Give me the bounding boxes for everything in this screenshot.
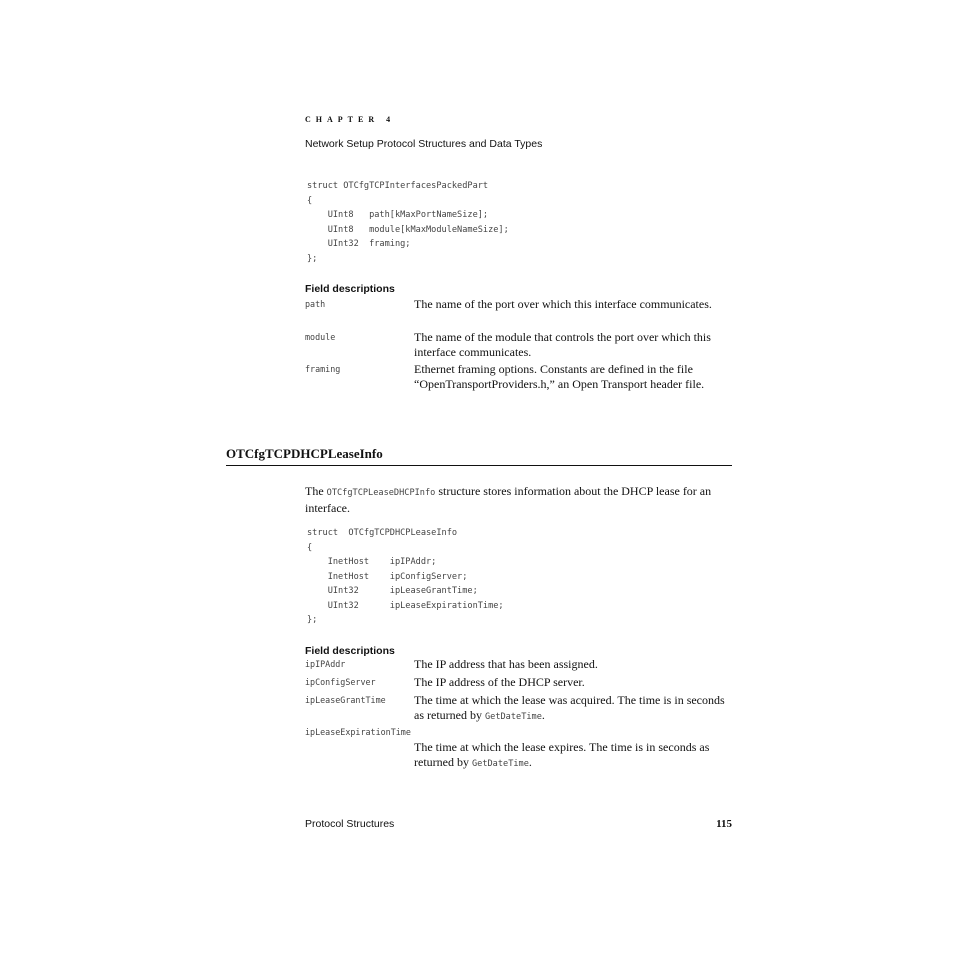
field-name-framing: framing bbox=[305, 364, 341, 374]
intro-text: The bbox=[305, 484, 327, 498]
section-title: OTCfgTCPDHCPLeaseInfo bbox=[226, 446, 383, 461]
code-line: struct OTCfgTCPDHCPLeaseInfo bbox=[307, 528, 458, 538]
field-desc-ipipaddr: The IP address that has been assigned. bbox=[414, 657, 598, 671]
desc-text: The time at which the lease was acquired. The time is in seconds as returned by bbox=[414, 693, 725, 722]
footer-section-name: Protocol Structures bbox=[305, 818, 395, 830]
code-line: UInt8 module[kMaxModuleNameSize]; bbox=[307, 224, 509, 235]
desc-code: GetDateTime bbox=[484, 711, 542, 722]
field-name-ipconfigserver: ipConfigServer bbox=[305, 677, 376, 687]
field-desc-framing: Ethernet framing options. Constants are defined in the file “OpenTransportProviders.h,” an Open Transport header file. bbox=[414, 362, 705, 391]
field-desc-ipleaseexpirationtime bbox=[414, 740, 734, 771]
code-line: }; bbox=[307, 615, 318, 625]
desc-text: . bbox=[528, 754, 532, 769]
struct-code-block-1 bbox=[307, 179, 509, 266]
struct-code-block-2 bbox=[307, 526, 504, 628]
code-line: InetHost ipIPAddr; bbox=[307, 557, 437, 567]
intro-code: OTCfgTCPLeaseDHCPInfo bbox=[326, 488, 436, 498]
field-desc-ipconfigserver: The IP address of the DHCP server. bbox=[414, 675, 585, 689]
page-number: 115 bbox=[716, 818, 732, 830]
intro-text: structure stores information about the DHCP lease for an interface. bbox=[305, 484, 712, 515]
field-name-path: path bbox=[305, 299, 326, 309]
code-line: }; bbox=[307, 253, 318, 264]
code-line: UInt8 path[kMaxPortNameSize]; bbox=[307, 210, 489, 220]
field-desc-ipleasegranttime bbox=[414, 693, 734, 724]
code-line: { bbox=[307, 195, 313, 206]
field-name-ipipaddr: ipIPAddr bbox=[305, 659, 346, 669]
code-line: UInt32 ipLeaseExpirationTime; bbox=[307, 600, 504, 611]
running-head: Network Setup Protocol Structures and Data Types bbox=[305, 138, 543, 150]
code-line: { bbox=[307, 542, 313, 553]
code-line: InetHost ipConfigServer; bbox=[307, 571, 468, 582]
chapter-label: CHAPTER 4 bbox=[305, 115, 396, 124]
section-divider bbox=[226, 465, 732, 466]
section-intro bbox=[305, 484, 735, 515]
field-descriptions-heading: Field descriptions bbox=[305, 283, 395, 295]
field-name-module: module bbox=[305, 332, 336, 342]
desc-text: The time at which the lease expires. The time is in seconds as returned by bbox=[414, 740, 710, 769]
code-line: UInt32 framing; bbox=[307, 239, 411, 249]
code-line: struct OTCfgTCPInterfacesPackedPart bbox=[307, 181, 489, 191]
desc-text: . bbox=[541, 707, 545, 722]
field-descriptions-heading: Field descriptions bbox=[305, 645, 395, 657]
code-line: UInt32 ipLeaseGrantTime; bbox=[307, 586, 478, 596]
field-desc-module: The name of the module that controls the port over which this interface communicates. bbox=[414, 330, 711, 359]
field-name-ipleaseexpirationtime: ipLeaseExpirationTime bbox=[305, 727, 411, 737]
field-desc-path: The name of the port over which this interface communicates. bbox=[414, 297, 712, 311]
desc-code: GetDateTime bbox=[471, 758, 529, 769]
field-name-ipleasegranttime: ipLeaseGrantTime bbox=[305, 695, 386, 705]
